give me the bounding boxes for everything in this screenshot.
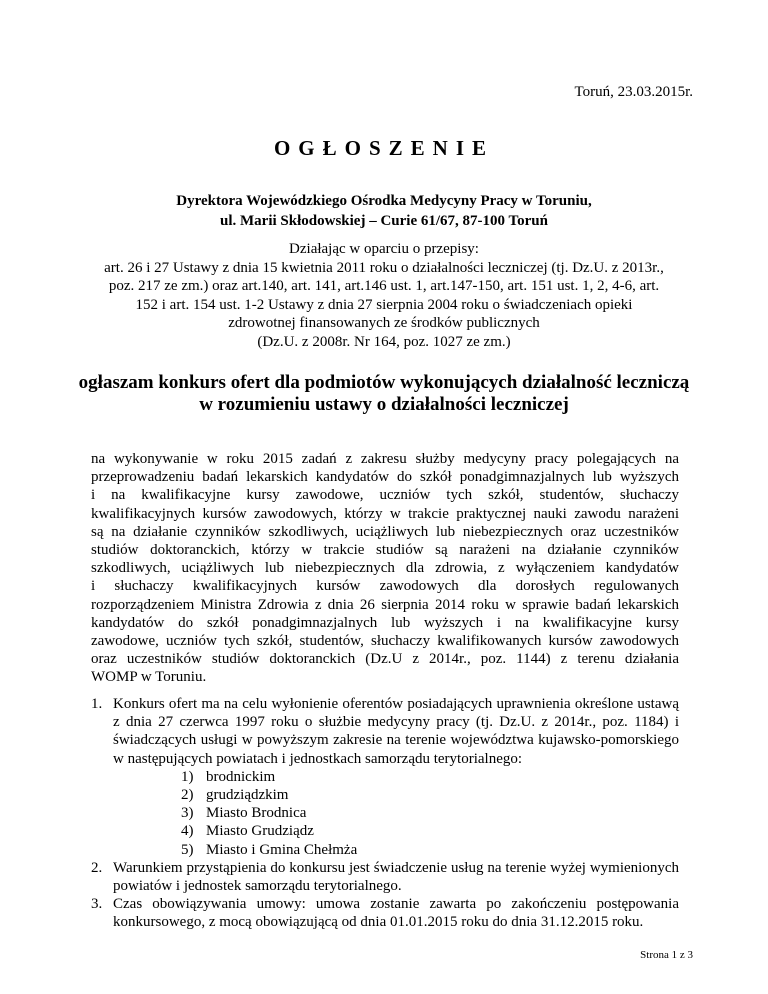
point-item <box>91 895 679 931</box>
intro-line: oraz uczestników studiów doktoranckich (Dz.U z 2014r., poz. 1144) z terenu działania <box>91 651 679 668</box>
legal-basis-line: Działając w oparciu o przepisy: <box>289 241 479 257</box>
legal-basis-line: art. 26 i 27 Ustawy z dnia 15 kwietnia 2011 roku o działalności leczniczej (tj. Dz.U. z 2013r., <box>104 259 664 276</box>
point-number: 3. <box>91 896 103 913</box>
intro-line: i słuchaczy kwalifikacyjnych kursów zawodowych dla dorosłych regulowanych <box>91 578 679 595</box>
numbered-points <box>91 695 679 932</box>
district-number: 4) <box>181 823 194 840</box>
headline-line: ogłaszam konkurs ofert dla podmiotów wykonujących działalność leczniczą <box>78 372 690 393</box>
district-item <box>181 804 679 822</box>
district-list <box>113 768 679 859</box>
point-item <box>91 695 679 859</box>
document-title: OGŁOSZENIE <box>273 136 495 160</box>
point-number: 1. <box>91 696 103 712</box>
intro-line: na wykonywanie w roku 2015 zadań z zakresu służby medycyny pracy polegających na <box>91 451 679 467</box>
point-text: Warunkiem przystąpienia do konkursu jest świadczenie usług na terenie wyżej wymienionych powiatów i jednostek samorządu terytorialnego. <box>113 859 679 895</box>
district-item <box>181 822 679 840</box>
district-number: 1) <box>181 768 194 785</box>
legal-basis <box>50 240 718 351</box>
point-text: Konkurs ofert ma na celu wyłonienie oferentów posiadających uprawnienia określone ustawą z dnia 27 czerwca 1997 roku o służbie medycyny pracy (tj. Dz.U. z 2014r., poz. 1184) i świadczących usługi w powyższym zakresie na terenie województwa kujawsko-pomorskiego w następujących powiatach i jednostkach samorządu terytorialnego: <box>113 696 679 767</box>
district-name: Miasto Brodnica <box>206 805 307 822</box>
intro-line: studiów doktoranckich, którzy w trakcie studiów są narażeni na działanie czynników <box>91 542 679 559</box>
point-number: 2. <box>91 859 103 876</box>
issuer-name: Dyrektora Wojewódzkiego Ośrodka Medycyny Pracy w Toruniu, <box>176 193 592 209</box>
page-number: Strona 1 z 3 <box>640 949 693 961</box>
intro-line: rozporządzeniem Ministra Zdrowia z dnia 26 sierpnia 2014 roku w sprawie badań lekarskich <box>91 596 679 613</box>
district-name: Miasto Grudziądz <box>206 823 314 840</box>
legal-basis-line: (Dz.U. z 2008r. Nr 164, poz. 1027 ze zm.) <box>257 333 511 350</box>
announcement-headline <box>50 372 718 416</box>
issuer-address: ul. Marii Skłodowskiej – Curie 61/67, 87-100 Toruń <box>220 213 548 229</box>
point-text: Czas obowiązywania umowy: umowa zostanie zawarta po zakończeniu postępowania konkursowego, z mocą obowiązującą od dnia 01.01.2015 roku do dnia 31.12.2015 roku. <box>113 896 679 931</box>
intro-line: i na kwalifikacyjne kursy zawodowe, uczniów tych szkół, studentów, słuchaczy <box>91 487 679 504</box>
district-item <box>181 841 679 859</box>
legal-basis-line: poz. 217 ze zm.) oraz art.140, art. 141, art.146 ust. 1, art.147-150, art. 151 ust. 1, 2, 4-6, art. <box>108 278 660 294</box>
document-date: Toruń, 23.03.2015r. <box>574 84 693 100</box>
intro-paragraph <box>91 450 679 687</box>
district-item <box>181 786 679 804</box>
district-item <box>181 768 679 786</box>
district-number: 3) <box>181 805 194 822</box>
point-item <box>91 859 679 895</box>
intro-line: WOMP w Toruniu. <box>91 669 207 686</box>
issuer-block <box>60 191 708 231</box>
headline-line: w rozumieniu ustawy o działalności leczniczej <box>199 394 569 415</box>
district-name: brodnickim <box>206 768 276 785</box>
district-number: 2) <box>181 787 194 804</box>
intro-line: są na działanie czynników szkodliwych, uciążliwych lub niebezpiecznych oraz uczestników <box>91 523 679 540</box>
legal-basis-line: zdrowotnej finansowanych ze środków publicznych <box>228 315 540 331</box>
district-number: 5) <box>181 841 194 858</box>
intro-line: kwalifikacyjnych kursów zawodowych, którzy w trakcie praktycznej nauki zawodu narażeni <box>91 505 679 522</box>
intro-line: kandydatów do szkół ponadgimnazjalnych lub wyższych i na kwalifikacyjne kursy <box>91 614 679 631</box>
intro-line: zawodowe, uczniów tych szkół, studentów, słuchaczy kwalifikowanych kursów zawodowych <box>91 633 679 650</box>
legal-basis-line: 152 i art. 154 ust. 1-2 Ustawy z dnia 27 sierpnia 2004 roku o świadczeniach opieki <box>135 296 633 313</box>
intro-line: szkodliwych, uciążliwych lub niebezpiecznych dla zdrowia, z wyłączeniem kandydatów <box>91 560 679 577</box>
intro-line: przeprowadzeniu badań lekarskich kandydatów do szkół ponadgimnazjalnych lub wyższych <box>91 469 679 486</box>
district-name: Miasto i Gmina Chełmża <box>206 841 358 858</box>
district-name: grudziądzkim <box>206 787 289 804</box>
